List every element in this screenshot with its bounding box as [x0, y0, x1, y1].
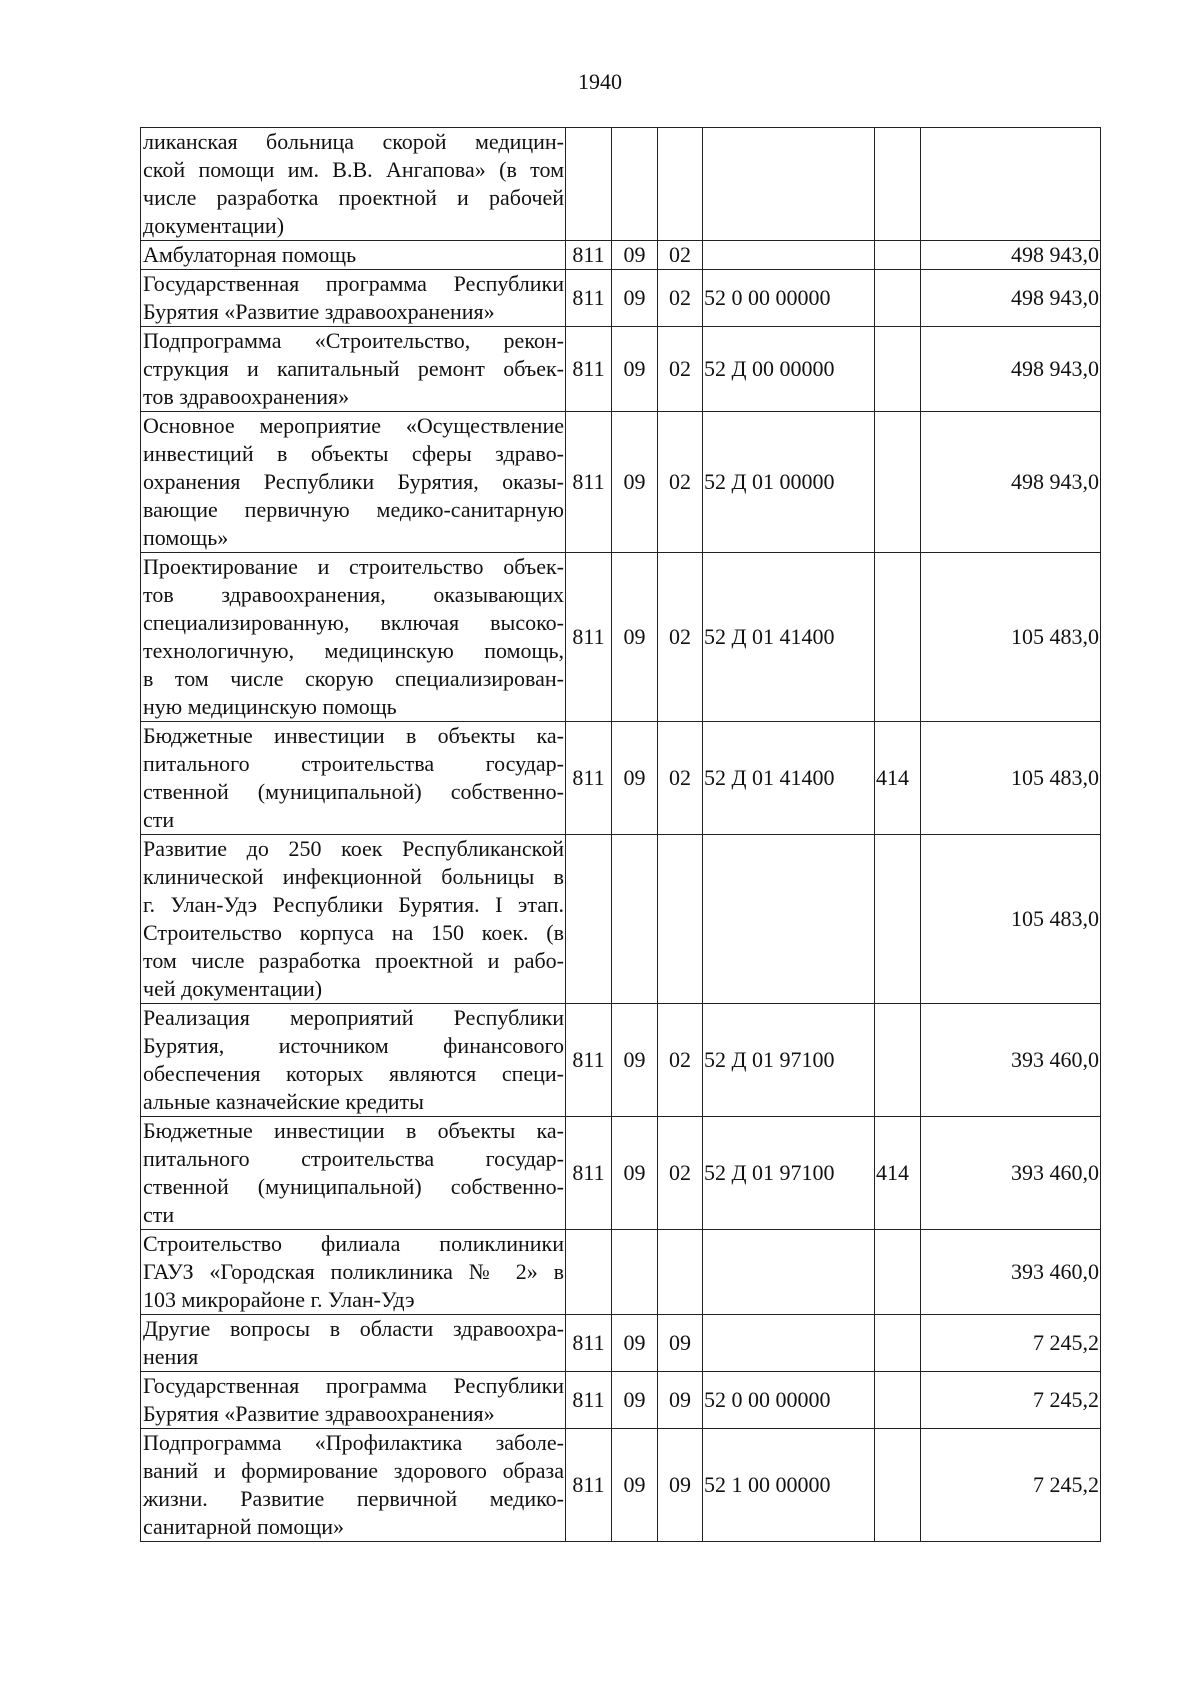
cell-name-line: Бурятия «Развитие здравоохранения»	[143, 1401, 495, 1426]
cell-section: 09	[612, 1429, 658, 1542]
cell-expense-type	[875, 1230, 921, 1315]
cell-name-line: Подпрограмма «Профилактика заболе-	[143, 1430, 564, 1455]
cell-grbs: 811	[566, 1429, 612, 1542]
cell-name-line: 103 микрорайоне г. Улан-Удэ	[143, 1287, 415, 1312]
cell-section	[612, 835, 658, 1004]
cell-subsection: 02	[658, 241, 703, 270]
cell-name-line: Государственная программа Республики	[143, 271, 564, 296]
table-row	[141, 241, 1101, 270]
cell-name-line: Другие вопросы в области здравоохра-	[143, 1316, 564, 1341]
cell-name	[141, 1117, 566, 1230]
cell-name-line: ственной (муниципальной) собственно-	[143, 779, 564, 804]
cell-name-line: клинической инфекционной больницы в	[143, 864, 564, 889]
cell-amount: 393 460,0	[921, 1004, 1101, 1117]
cell-target-article	[703, 835, 875, 1004]
cell-name-line: сти	[143, 1202, 175, 1227]
cell-name	[141, 128, 566, 241]
cell-name	[141, 270, 566, 327]
cell-section: 09	[612, 1372, 658, 1429]
table-row	[141, 327, 1101, 412]
cell-amount	[921, 128, 1101, 241]
cell-amount: 7 245,2	[921, 1372, 1101, 1429]
page-number: 1940	[578, 69, 622, 94]
cell-section	[612, 1230, 658, 1315]
cell-name-line: ской помощи им. В.В. Ангапова» (в том	[143, 157, 564, 182]
cell-name-line: Амбулаторная помощь	[143, 242, 357, 267]
cell-name	[141, 241, 566, 270]
cell-name-line: сти	[143, 807, 175, 832]
cell-expense-type	[875, 1004, 921, 1117]
cell-name-line: вающие первичную медико-санитарную	[143, 497, 564, 522]
cell-name-line: том числе разработка проектной и рабо-	[143, 948, 564, 973]
cell-name-line: Бюджетные инвестиции в объекты ка-	[143, 723, 564, 748]
cell-target-article: 52 Д 01 97100	[703, 1004, 875, 1117]
cell-amount: 7 245,2	[921, 1429, 1101, 1542]
cell-section: 09	[612, 1315, 658, 1372]
cell-amount: 105 483,0	[921, 553, 1101, 722]
cell-name-line: Проектирование и строительство объек-	[143, 554, 564, 579]
cell-name-line: ную медицинскую помощь	[143, 694, 397, 719]
cell-name	[141, 1315, 566, 1372]
cell-subsection: 02	[658, 1004, 703, 1117]
cell-name-line: ваний и формирование здорового образа	[143, 1458, 564, 1483]
table-body	[141, 128, 1101, 1542]
cell-subsection: 09	[658, 1429, 703, 1542]
cell-section: 09	[612, 327, 658, 412]
cell-expense-type	[875, 1315, 921, 1372]
cell-grbs: 811	[566, 412, 612, 553]
cell-section: 09	[612, 1117, 658, 1230]
cell-name-line: Реализация мероприятий Республики	[143, 1005, 564, 1030]
cell-name-line: охранения Республики Бурятия, оказы-	[143, 469, 564, 494]
cell-name-line: помощь»	[143, 525, 229, 550]
cell-grbs: 811	[566, 1117, 612, 1230]
cell-name-line: струкция и капитальный ремонт объек-	[143, 356, 564, 381]
cell-name-line: числе разработка проектной и рабочей	[143, 185, 564, 210]
cell-expense-type: 414	[875, 722, 921, 835]
cell-amount: 105 483,0	[921, 722, 1101, 835]
cell-name	[141, 1429, 566, 1542]
cell-grbs	[566, 835, 612, 1004]
cell-subsection	[658, 835, 703, 1004]
cell-subsection	[658, 1230, 703, 1315]
cell-subsection: 02	[658, 553, 703, 722]
table-row	[141, 1372, 1101, 1429]
cell-target-article	[703, 241, 875, 270]
cell-target-article: 52 Д 01 00000	[703, 412, 875, 553]
cell-expense-type	[875, 1372, 921, 1429]
cell-expense-type	[875, 327, 921, 412]
cell-name	[141, 327, 566, 412]
cell-subsection	[658, 128, 703, 241]
cell-amount: 393 460,0	[921, 1230, 1101, 1315]
cell-expense-type	[875, 241, 921, 270]
cell-grbs: 811	[566, 241, 612, 270]
cell-subsection: 02	[658, 327, 703, 412]
cell-name-line: жизни. Развитие первичной медико-	[143, 1486, 564, 1511]
cell-section: 09	[612, 553, 658, 722]
cell-amount: 7 245,2	[921, 1315, 1101, 1372]
table-row	[141, 412, 1101, 553]
cell-target-article: 52 Д 01 97100	[703, 1117, 875, 1230]
cell-target-article	[703, 128, 875, 241]
cell-name-line: документации)	[143, 213, 285, 238]
cell-name	[141, 1004, 566, 1117]
cell-expense-type	[875, 270, 921, 327]
cell-name-line: технологичную, медицинскую помощь,	[143, 638, 564, 663]
cell-name-line: в том числе скорую специализирован-	[143, 666, 564, 691]
cell-grbs	[566, 1230, 612, 1315]
table-row	[141, 835, 1101, 1004]
cell-section: 09	[612, 241, 658, 270]
cell-subsection: 02	[658, 722, 703, 835]
cell-name-line: Основное мероприятие «Осуществление	[143, 413, 564, 438]
cell-name	[141, 1372, 566, 1429]
cell-section: 09	[612, 722, 658, 835]
cell-name-line: Строительство корпуса на 150 коек. (в	[143, 920, 564, 945]
cell-amount: 498 943,0	[921, 327, 1101, 412]
table-row	[141, 1004, 1101, 1117]
cell-amount: 498 943,0	[921, 241, 1101, 270]
cell-grbs: 811	[566, 553, 612, 722]
cell-name-line: чей документации)	[143, 976, 323, 1001]
cell-name-line: обеспечения которых являются специ-	[143, 1061, 564, 1086]
cell-name-line: альные казначейские кредиты	[143, 1089, 424, 1114]
table-row	[141, 1117, 1101, 1230]
cell-section	[612, 128, 658, 241]
cell-target-article	[703, 1230, 875, 1315]
table-row	[141, 1315, 1101, 1372]
table-row	[141, 1230, 1101, 1315]
cell-name-line: ликанская больница скорой медицин-	[143, 129, 564, 154]
cell-name-line: санитарной помощи»	[143, 1514, 345, 1539]
cell-subsection: 02	[658, 1117, 703, 1230]
cell-name-line: ственной (муниципальной) собственно-	[143, 1174, 564, 1199]
cell-name-line: питального строительства государ-	[143, 1146, 564, 1171]
cell-expense-type	[875, 412, 921, 553]
cell-name-line: Подпрограмма «Строительство, рекон-	[143, 328, 564, 353]
cell-name	[141, 553, 566, 722]
cell-grbs	[566, 128, 612, 241]
table-row	[141, 553, 1101, 722]
cell-grbs: 811	[566, 1315, 612, 1372]
cell-target-article: 52 Д 01 41400	[703, 722, 875, 835]
cell-name-line: Бурятия, источником финансового	[143, 1033, 564, 1058]
table-row	[141, 270, 1101, 327]
cell-amount: 105 483,0	[921, 835, 1101, 1004]
cell-name-line: Бурятия «Развитие здравоохранения»	[143, 299, 495, 324]
cell-grbs: 811	[566, 327, 612, 412]
cell-amount: 498 943,0	[921, 270, 1101, 327]
cell-target-article: 52 0 00 00000	[703, 270, 875, 327]
cell-name	[141, 1230, 566, 1315]
cell-amount: 498 943,0	[921, 412, 1101, 553]
table-row	[141, 722, 1101, 835]
cell-name-line: Развитие до 250 коек Республиканской	[143, 836, 564, 861]
cell-expense-type	[875, 835, 921, 1004]
cell-name-line: ГАУЗ «Городская поликлиника № 2» в	[143, 1259, 564, 1284]
cell-expense-type	[875, 1429, 921, 1542]
cell-section: 09	[612, 412, 658, 553]
cell-name-line: тов здравоохранения, оказывающих	[143, 582, 564, 607]
cell-name-line: Бюджетные инвестиции в объекты ка-	[143, 1118, 564, 1143]
cell-amount: 393 460,0	[921, 1117, 1101, 1230]
cell-name-line: Государственная программа Республики	[143, 1373, 564, 1398]
table-row	[141, 1429, 1101, 1542]
cell-grbs: 811	[566, 1372, 612, 1429]
cell-expense-type	[875, 553, 921, 722]
budget-table	[140, 127, 1101, 1542]
cell-target-article: 52 0 00 00000	[703, 1372, 875, 1429]
cell-section: 09	[612, 1004, 658, 1117]
cell-name	[141, 835, 566, 1004]
cell-name-line: Строительство филиала поликлиники	[143, 1231, 564, 1256]
cell-name-line: питального строительства государ-	[143, 751, 564, 776]
cell-name-line: г. Улан-Удэ Республики Бурятия. I этап.	[143, 892, 564, 917]
cell-grbs: 811	[566, 270, 612, 327]
cell-target-article: 52 1 00 00000	[703, 1429, 875, 1542]
cell-name	[141, 412, 566, 553]
cell-name-line: тов здравоохранения»	[143, 384, 350, 409]
cell-subsection: 09	[658, 1372, 703, 1429]
cell-grbs: 811	[566, 722, 612, 835]
cell-subsection: 02	[658, 412, 703, 553]
cell-subsection: 02	[658, 270, 703, 327]
table-row	[141, 128, 1101, 241]
cell-name-line: специализированную, включая высоко-	[143, 610, 564, 635]
cell-expense-type	[875, 128, 921, 241]
cell-target-article: 52 Д 01 41400	[703, 553, 875, 722]
cell-target-article	[703, 1315, 875, 1372]
cell-subsection: 09	[658, 1315, 703, 1372]
cell-name-line: нения	[143, 1344, 199, 1369]
cell-expense-type: 414	[875, 1117, 921, 1230]
cell-section: 09	[612, 270, 658, 327]
cell-grbs: 811	[566, 1004, 612, 1117]
cell-name	[141, 722, 566, 835]
cell-name-line: инвестиций в объекты сферы здраво-	[143, 441, 564, 466]
cell-target-article: 52 Д 00 00000	[703, 327, 875, 412]
